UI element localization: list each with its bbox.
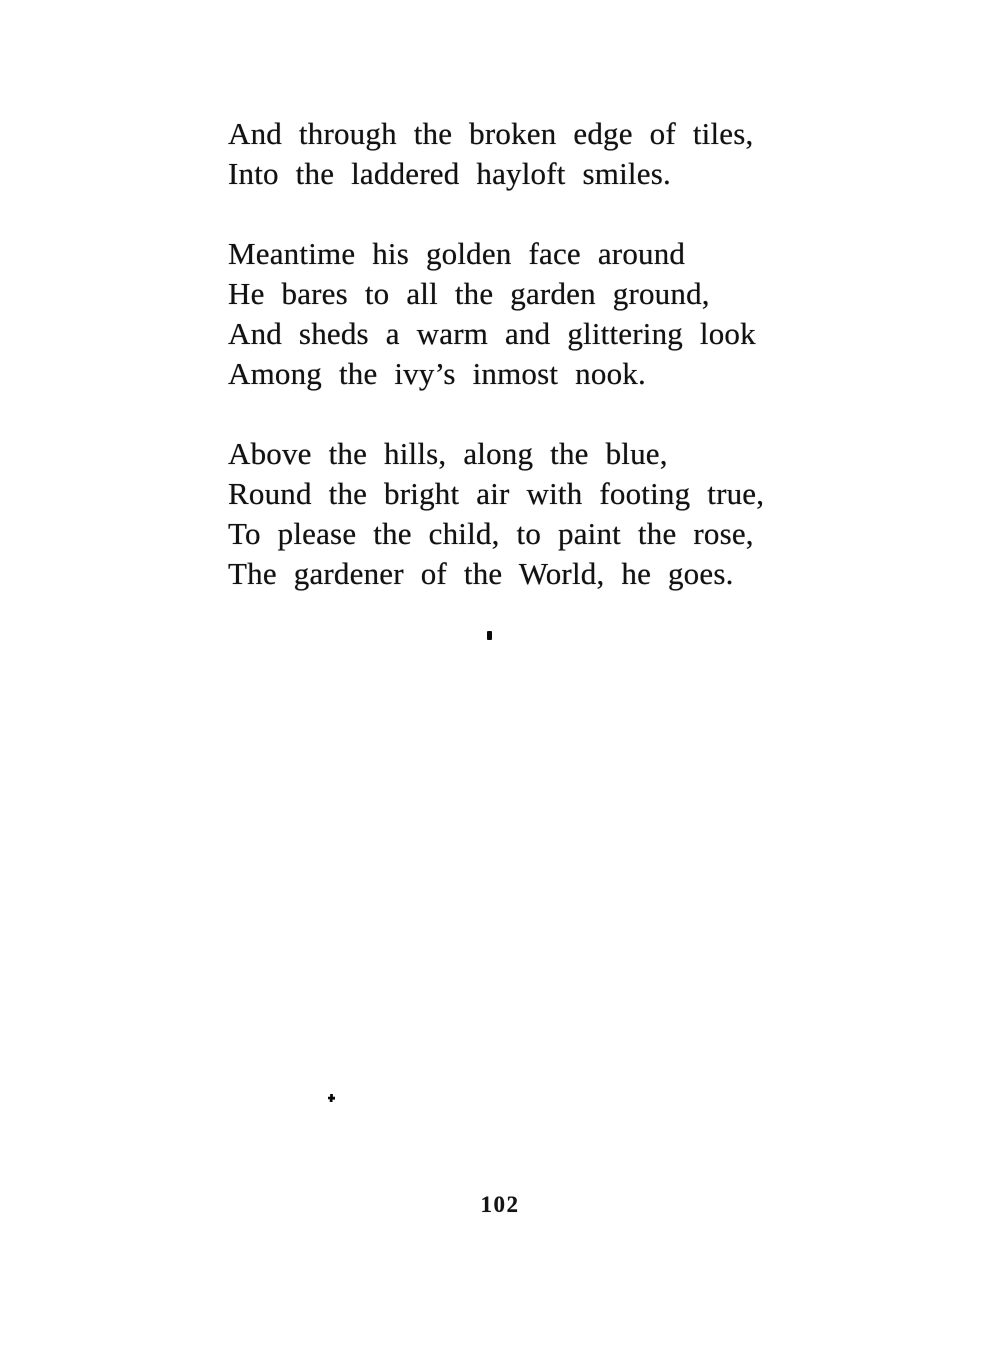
- poem-line: Among the ivy’s inmost nook.: [228, 356, 646, 391]
- page-number: 102: [480, 1192, 520, 1217]
- poem-stanza: [228, 114, 764, 194]
- ink-speck: [487, 631, 492, 640]
- ink-speck: [328, 1094, 335, 1102]
- poem-line: And through the broken edge of tiles,: [228, 116, 754, 151]
- poem-line: He bares to all the garden ground,: [228, 276, 710, 311]
- poem-stanza: [228, 234, 764, 394]
- poem-line: Into the laddered hayloft smiles.: [228, 156, 671, 191]
- poem-line: To please the child, to paint the rose,: [228, 516, 754, 551]
- poem-line: Round the bright air with footing true,: [228, 476, 765, 511]
- poem-text-block: [228, 114, 764, 634]
- poem-line: The gardener of the World, he goes.: [228, 556, 734, 591]
- poem-line: Meantime his golden face around: [228, 236, 686, 271]
- poem-line: And sheds a warm and glittering look: [228, 316, 756, 351]
- poem-line: Above the hills, along the blue,: [228, 436, 668, 471]
- poem-stanza: [228, 434, 764, 594]
